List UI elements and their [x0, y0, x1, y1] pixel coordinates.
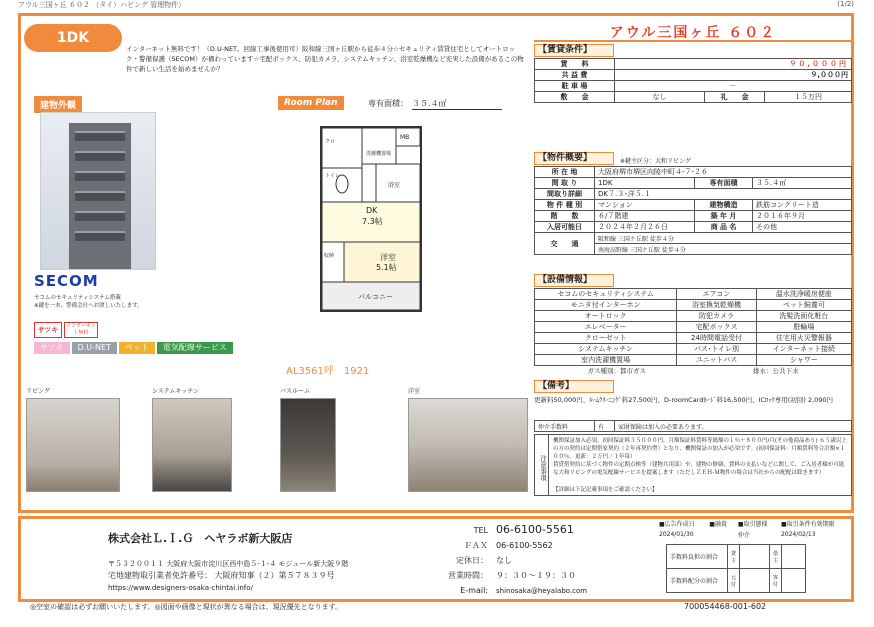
area — [368, 98, 502, 110]
drain-type: 排水：公共下水 — [753, 367, 799, 375]
table-row — [535, 421, 852, 432]
property-cell: 所 在 地 — [535, 167, 595, 178]
table-row — [535, 344, 852, 355]
property-cell: 階 数 — [535, 211, 595, 222]
rent-table — [534, 58, 852, 103]
contact-key: ＦＡＸ — [464, 541, 488, 550]
property-cell: ２０１６年９月 — [753, 211, 852, 222]
ad-created-label: ■広告作成日 — [659, 521, 695, 528]
secom-note-1: セコムのセキュリティシステム搭載 — [34, 295, 121, 301]
secom-logo: SECOM — [34, 272, 99, 290]
building-floor — [75, 151, 125, 161]
property-cell: 交 通 — [535, 233, 595, 255]
insurance-note: 家財保険は加入の必要あります。 — [615, 421, 852, 432]
common-value: ９,０００円 — [615, 70, 852, 81]
rent-key: 賃 料 — [535, 59, 615, 70]
fp-mb-label: MB — [400, 134, 410, 141]
contact-value: ９：３０～１９：３０ — [496, 571, 576, 580]
transaction-label: ■取引態様 — [737, 521, 768, 528]
building-label: 建物外観 — [34, 96, 82, 113]
remarks-fees: 更新料50,000円、ﾙｰﾑｸﾘｰﾆﾝｸﾞ料27,500円、D-roomCardｶｰﾄﾞ料16,500円、ICﾛｯｸ専用(初回) 2,090円 — [534, 396, 834, 404]
company-address-block — [108, 558, 418, 594]
fp-dk-size: 7.3帖 — [362, 217, 383, 226]
ad-info-table — [656, 518, 850, 540]
loan-value — [706, 529, 735, 540]
table-row — [535, 200, 852, 211]
fee-share-label: 手数料配分の割合 — [667, 569, 728, 593]
building-floor — [75, 171, 125, 181]
equipment-cell: システムキッチン — [535, 344, 677, 355]
detail-note: 【詳細は下記記載事項をご確認ください】 — [553, 487, 658, 493]
property-cell: 間 取 り — [535, 178, 595, 189]
transaction-value: 仲介 — [737, 532, 750, 539]
lessee-label: 借主 — [769, 545, 781, 569]
property-cell: マンション — [595, 200, 695, 211]
fp-bath-label: 浴室 — [388, 182, 401, 189]
equipment-cell: ペット飼養可 — [756, 300, 851, 311]
secom-note-2: ※鍵を一本、警備会社へお渡しいたします。 — [34, 303, 143, 309]
equipment-cell: 宅配ボックス — [677, 322, 757, 333]
equipment-cell: バス･トイレ別 — [677, 344, 757, 355]
property-cell: 間取り詳細 — [535, 189, 595, 200]
equipment-cell: 洗髪洗面化粧台 — [756, 311, 851, 322]
property-code: 700054468-001-602 — [684, 602, 767, 611]
fp-storage-label: 収納 — [324, 253, 335, 259]
listing-agent-value — [739, 569, 769, 593]
title-underline — [534, 40, 852, 42]
contact-key: 営業時間： — [448, 571, 488, 580]
property-cell: 物 件 種 別 — [535, 200, 595, 211]
feature-tags — [34, 342, 235, 354]
table-row — [667, 569, 806, 593]
building-shape — [69, 123, 131, 269]
secom-note — [34, 294, 194, 310]
table-row — [535, 167, 852, 178]
parking-value: － — [615, 81, 852, 92]
contact-value: 06-6100-5561 — [496, 523, 574, 536]
rent-section-header: 【賃貸条件】 — [534, 44, 614, 57]
table-row — [535, 222, 852, 233]
building-floor — [75, 191, 125, 201]
property-cell: ３５.４㎡ — [753, 178, 852, 189]
lessee-value — [782, 545, 806, 569]
fp-room-size: 5.1帖 — [376, 263, 397, 272]
property-cell: 鉄筋コンクリート造 — [753, 200, 852, 211]
company-name: 株式会社Ｌ.Ｉ.Ｇ ヘヤラボ新大阪店 — [108, 532, 293, 545]
contact-line — [440, 568, 654, 583]
key-money-value: １５万円 — [765, 92, 852, 103]
table-row — [535, 178, 852, 189]
table-row — [535, 355, 852, 366]
lessor-label: 貸主 — [727, 545, 739, 569]
property-cell: 建物構造 — [695, 200, 753, 211]
equipment-cell: セコムのセキュリティシステム — [535, 289, 677, 300]
tenant-agent-label: 客付 — [769, 569, 781, 593]
property-cell: 専有面積 — [695, 178, 753, 189]
listing-agent-label: 元付 — [727, 569, 739, 593]
equipment-cell: 室内洗濯機置場 — [535, 355, 677, 366]
attention-label: 注意事項 — [535, 435, 549, 495]
footnote: ◎空室の確認は必ずお願いいたします。◎図面や画像と現状が異なる場合は、現況優先となります。 — [30, 603, 343, 611]
fee-share-table — [666, 544, 806, 593]
equipment-cell: シャワー — [756, 355, 851, 366]
contact-line — [440, 553, 654, 568]
property-cell: 阪和線 三国ケ丘駅 徒歩４分 — [595, 233, 852, 244]
table-row — [535, 322, 852, 333]
license-number: 宅地建物取引業者免許番号： 大阪府知事（２）第５７８３９号 — [108, 571, 335, 580]
feature-tag: ペット — [119, 342, 155, 354]
building-floor — [75, 211, 125, 221]
table-row — [535, 189, 852, 200]
table-row — [535, 333, 852, 344]
table-row — [535, 92, 852, 103]
contact-key: E-mail: — [460, 586, 488, 595]
equipment-cell: ユニットバス — [677, 355, 757, 366]
broker-fee-value: 有 — [595, 421, 615, 432]
contact-line — [440, 538, 654, 553]
tenant-agent-value — [782, 569, 806, 593]
overview-section-header: 【物件概要】 — [534, 152, 614, 165]
attention-text: 機関保証加入必須。初回保証料３５０００円。月額保証料賃料等総額の１％＋８００円/月(その他商品あり) ６５歳以上の方の契約は定期借家契約（２年再契約型）となり、機関保証の加入が必須です。(初回保証料：月額賃料等合計額×１００％、更新：２万円／１年毎） 賃貸借契約に基づく物件の定期点検等（建物共用部）や、建物の修繕、賃料の支払いなどに関して、ご入居者様が可能な大和リビングの電気配線サービスを提案します（ただしＺＥＨ-Ｍ物件の場合は当社からの配配は除きます） — [553, 438, 847, 476]
property-cell: 築 年 月 — [695, 211, 753, 222]
fp-toilet-label: トイレ — [325, 173, 340, 179]
property-cell: 1DK — [595, 178, 695, 189]
attention-box — [534, 434, 852, 496]
contact-line — [440, 522, 654, 538]
photo-label-living: リビング — [26, 388, 50, 395]
table-row — [535, 289, 852, 300]
lessor-value — [739, 545, 769, 569]
top-bar — [18, 0, 854, 10]
fp-wm-label: 洗濯機置場 — [366, 151, 392, 157]
equipment-cell: クローゼット — [535, 333, 677, 344]
fp-dk-label: DK — [366, 206, 378, 215]
feature-tag: サツキ — [34, 342, 70, 354]
closet-room — [322, 128, 362, 168]
reference-number: AL3561呼 1921 — [286, 366, 370, 377]
equip-section-header: 【設備情報】 — [534, 274, 614, 287]
building-floor — [75, 131, 125, 141]
property-table — [534, 166, 852, 255]
contact-line — [440, 583, 654, 599]
top-bar-title: アウル三国ヶ丘 ６０２ （タイ）ハビング 管理物件） — [18, 1, 186, 9]
deposit-key: 敷 金 — [535, 92, 615, 103]
building-photo[interactable] — [40, 112, 156, 270]
table-row — [535, 211, 852, 222]
common-key: 共 益 費 — [535, 70, 615, 81]
equipment-cell: エレベーター — [535, 322, 677, 333]
broker-fee-table — [534, 420, 852, 432]
company-url[interactable]: https://www.designers-osaka-chintai.info/ — [108, 584, 253, 592]
photo-living[interactable] — [26, 398, 120, 492]
internet-free-logo: インターネット無料 — [64, 322, 98, 338]
photo-kitchen[interactable] — [152, 398, 232, 492]
table-row — [656, 529, 850, 540]
table-row — [535, 59, 852, 70]
expiry-date: 2024/02/13 — [780, 531, 816, 538]
utilities-row — [534, 366, 852, 375]
key-money-key: 礼 金 — [705, 92, 765, 103]
table-row — [535, 233, 852, 244]
table-row — [656, 518, 850, 529]
contact-value[interactable]: shinosaka@heyalabo.com — [496, 587, 588, 595]
expiry-label: ■取引条件有効期限 — [780, 521, 835, 528]
fp-closet-label: クロ — [325, 139, 336, 145]
property-title: アウル三国ヶ丘 ６０２ — [609, 25, 777, 41]
property-cell: ６/７階建 — [595, 211, 695, 222]
intro-text: インターネット無料です！（D.U-NET。回線工事後使用可）阪和線三国ヶ丘駅から徒歩４分☆セキュリティ賃貸住宅としてオートロック・警備保護（SECOM）が備わっています☆宅配ボックス、防犯カメラ、システムキッチン、浴室乾燥機など充実した設備があるこの物件で新しい生活を始めませんか？ — [126, 45, 524, 73]
property-cell: 入居可能日 — [535, 222, 595, 233]
broker-fee-key: 仲介手数料 — [535, 421, 595, 432]
feature-tag: D.U-NET — [72, 342, 117, 354]
contact-block — [440, 522, 654, 599]
property-cell: 南海高野線 三国ケ丘駅 徒歩４分 — [595, 244, 852, 255]
contact-value: 06-6100-5562 — [496, 541, 553, 550]
property-cell: その他 — [753, 222, 852, 233]
equipment-cell: オートロック — [535, 311, 677, 322]
room-plan-label: Room Plan — [278, 96, 344, 110]
gas-type: ガス種別：都市ガス — [587, 367, 646, 375]
photo-room[interactable] — [408, 398, 528, 492]
property-cell: ２０２４年２月２６日 — [595, 222, 695, 233]
area-label: 専有面積： — [368, 99, 408, 108]
layout-badge: 1DK — [24, 24, 122, 52]
property-cell: 大阪府堺市堺区向陵中町４-７-２６ — [595, 167, 852, 178]
fp-room-label: 洋室 — [380, 253, 396, 262]
property-cell: DK７.３･洋５.１ — [595, 189, 852, 200]
ad-created-date: 2024/01/30 — [659, 531, 694, 538]
table-row — [535, 70, 852, 81]
equipment-cell: モニタ付インターホン — [535, 300, 677, 311]
fee-burden-label: 手数料負担の割合 — [667, 545, 728, 569]
equipment-cell: 駐輪場 — [756, 322, 851, 333]
area-value: ３５.４㎡ — [412, 98, 502, 110]
wm-room — [362, 128, 396, 164]
contact-value: なし — [496, 556, 512, 565]
photo-label-kitchen: システムキッチン — [152, 388, 199, 395]
equipment-cell: 24時間電話受付 — [677, 333, 757, 344]
property-cell: 商 品 名 — [695, 222, 753, 233]
remarks-section-header: 【備考】 — [534, 380, 614, 393]
table-row — [535, 311, 852, 322]
table-row — [535, 300, 852, 311]
floor-plan[interactable] — [320, 126, 422, 312]
equipment-cell: 温水洗浄暖房便座 — [756, 289, 851, 300]
photo-label-bath: バスルーム — [280, 388, 311, 395]
photo-label-room: 洋室 — [408, 388, 421, 395]
building-floor — [75, 231, 125, 241]
page-indicator: (1/2) — [837, 0, 854, 8]
equipment-cell: インターネット接続 — [756, 344, 851, 355]
contact-key: 定休日： — [456, 556, 488, 565]
equipment-cell: 浴室換気乾燥機 — [677, 300, 757, 311]
table-row — [667, 545, 806, 569]
rent-value: ９０,０００円 — [615, 59, 852, 70]
equipment-cell: 住宅用火災警報器 — [756, 333, 851, 344]
deposit-value: なし — [615, 92, 705, 103]
fp-balcony-label: バルコニー — [358, 293, 393, 301]
equipment-table — [534, 288, 852, 366]
storage-room — [322, 242, 344, 282]
table-row — [535, 81, 852, 92]
satsuki-logo: サツキ — [34, 322, 62, 338]
equipment-cell: 防犯カメラ — [677, 311, 757, 322]
feature-tag: 電気配線サービス — [157, 342, 233, 354]
overview-note: ※鍵主区分：大和リビング — [620, 158, 691, 165]
equipment-cell: エアコン — [677, 289, 757, 300]
company-address: 〒５３２００１１ 大阪府大阪市淀川区西中島５-１-４ モジュール新大阪９階 — [108, 560, 349, 568]
photo-bath[interactable] — [280, 398, 336, 492]
parking-key: 駐 車 場 — [535, 81, 615, 92]
loan-label: ■融資 — [709, 521, 727, 528]
contact-key: TEL — [473, 526, 488, 535]
